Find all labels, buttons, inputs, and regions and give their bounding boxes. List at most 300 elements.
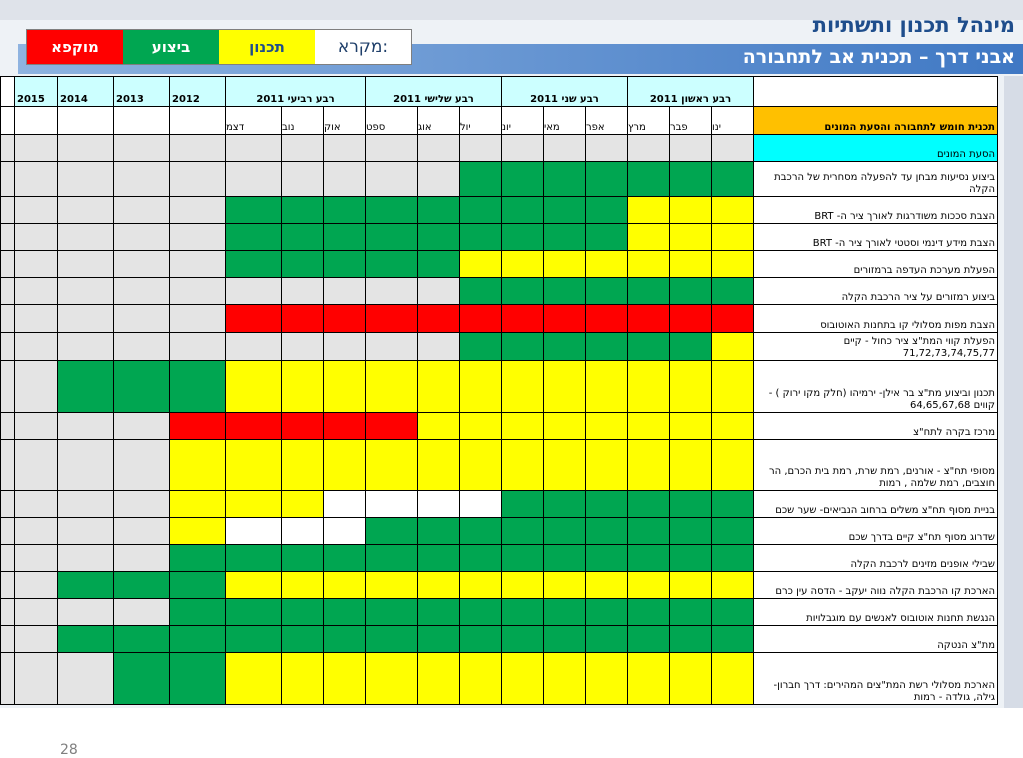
exec-cell bbox=[502, 162, 544, 197]
month-header: אפר bbox=[586, 107, 628, 135]
exec-cell bbox=[628, 545, 670, 572]
quarter-header: רבע שלישי 2011 bbox=[366, 77, 502, 107]
exec-cell bbox=[544, 333, 586, 361]
plan-cell bbox=[712, 361, 754, 413]
plan-cell bbox=[502, 413, 544, 440]
empty-cell bbox=[502, 135, 544, 162]
table-title: תכנית חומש לתחבורה והסעת המונים bbox=[754, 107, 998, 135]
row-name: הצבת סככות משודרגות לאורך ציר ה- BRT bbox=[754, 197, 998, 224]
empty-cell bbox=[1, 572, 15, 599]
empty-cell bbox=[170, 305, 226, 333]
exec-cell bbox=[712, 162, 754, 197]
blank-cell bbox=[114, 107, 170, 135]
plan-cell bbox=[226, 440, 282, 491]
white-cell bbox=[226, 518, 282, 545]
empty-cell bbox=[58, 599, 114, 626]
exec-cell bbox=[628, 599, 670, 626]
empty-cell bbox=[170, 333, 226, 361]
plan-cell bbox=[418, 653, 460, 705]
plan-cell bbox=[544, 251, 586, 278]
exec-cell bbox=[170, 361, 226, 413]
empty-cell bbox=[712, 135, 754, 162]
plan-cell bbox=[628, 572, 670, 599]
empty-cell bbox=[58, 251, 114, 278]
empty-cell bbox=[282, 333, 324, 361]
empty-cell bbox=[114, 599, 170, 626]
plan-cell bbox=[544, 361, 586, 413]
empty-cell bbox=[15, 361, 58, 413]
exec-cell bbox=[544, 545, 586, 572]
plan-cell bbox=[628, 653, 670, 705]
row-name: הפעלת מערכת העדפה ברמזורים bbox=[754, 251, 998, 278]
exec-cell bbox=[670, 162, 712, 197]
exec-cell bbox=[460, 224, 502, 251]
empty-cell bbox=[114, 545, 170, 572]
plan-cell bbox=[628, 224, 670, 251]
empty-cell bbox=[418, 278, 460, 305]
exec-cell bbox=[460, 162, 502, 197]
table-row bbox=[1, 224, 998, 251]
white-cell bbox=[282, 518, 324, 545]
plan-cell bbox=[502, 572, 544, 599]
plan-cell bbox=[418, 361, 460, 413]
empty-cell bbox=[58, 305, 114, 333]
table-row bbox=[1, 361, 998, 413]
exec-cell bbox=[502, 518, 544, 545]
freeze-cell bbox=[544, 305, 586, 333]
exec-cell bbox=[586, 491, 628, 518]
freeze-cell bbox=[324, 413, 366, 440]
exec-cell bbox=[670, 599, 712, 626]
plan-cell bbox=[586, 413, 628, 440]
exec-cell bbox=[324, 545, 366, 572]
white-cell bbox=[366, 491, 418, 518]
row-name: מרכז בקרה לתח"צ bbox=[754, 413, 998, 440]
exec-cell bbox=[628, 491, 670, 518]
empty-cell bbox=[15, 305, 58, 333]
exec-cell bbox=[586, 197, 628, 224]
empty-cell bbox=[586, 135, 628, 162]
exec-cell bbox=[712, 518, 754, 545]
plan-cell bbox=[170, 491, 226, 518]
month-header: אוג bbox=[418, 107, 460, 135]
empty-cell bbox=[15, 333, 58, 361]
row-name: הנגשת תחנות אוטובוס לאנשים עם מוגבלויות bbox=[754, 599, 998, 626]
row-name: שבילי אופנים מזינים לרכבת הקלה bbox=[754, 545, 998, 572]
legend-plan: תכנון bbox=[219, 30, 315, 64]
plan-cell bbox=[586, 653, 628, 705]
exec-cell bbox=[114, 572, 170, 599]
blank-cell bbox=[58, 107, 114, 135]
exec-cell bbox=[460, 599, 502, 626]
exec-cell bbox=[170, 626, 226, 653]
freeze-cell bbox=[670, 305, 712, 333]
exec-cell bbox=[418, 599, 460, 626]
freeze-cell bbox=[502, 305, 544, 333]
plan-cell bbox=[712, 251, 754, 278]
empty-cell bbox=[15, 491, 58, 518]
exec-cell bbox=[366, 224, 418, 251]
exec-cell bbox=[58, 572, 114, 599]
exec-cell bbox=[226, 599, 282, 626]
empty-cell bbox=[324, 333, 366, 361]
exec-cell bbox=[418, 224, 460, 251]
plan-cell bbox=[324, 440, 366, 491]
plan-cell bbox=[712, 224, 754, 251]
plan-cell bbox=[366, 653, 418, 705]
plan-cell bbox=[502, 361, 544, 413]
plan-cell bbox=[282, 440, 324, 491]
empty-cell bbox=[58, 491, 114, 518]
empty-cell bbox=[282, 278, 324, 305]
empty-cell bbox=[1, 361, 15, 413]
exec-cell bbox=[366, 545, 418, 572]
plan-cell bbox=[544, 653, 586, 705]
exec-cell bbox=[226, 224, 282, 251]
exec-cell bbox=[366, 518, 418, 545]
year-header: 2015 bbox=[15, 77, 58, 107]
exec-cell bbox=[226, 197, 282, 224]
exec-cell bbox=[418, 626, 460, 653]
empty-cell bbox=[15, 197, 58, 224]
exec-cell bbox=[544, 197, 586, 224]
empty-cell bbox=[366, 135, 418, 162]
empty-cell bbox=[58, 440, 114, 491]
empty-cell bbox=[15, 224, 58, 251]
empty-cell bbox=[366, 162, 418, 197]
white-cell bbox=[418, 491, 460, 518]
plan-cell bbox=[670, 224, 712, 251]
exec-cell bbox=[282, 197, 324, 224]
empty-cell bbox=[324, 135, 366, 162]
plan-cell bbox=[670, 653, 712, 705]
empty-cell bbox=[1, 224, 15, 251]
plan-cell bbox=[502, 653, 544, 705]
plan-cell bbox=[586, 361, 628, 413]
plan-cell bbox=[460, 653, 502, 705]
quarter-header: רבע ראשון 2011 bbox=[628, 77, 754, 107]
plan-cell bbox=[628, 361, 670, 413]
exec-cell bbox=[418, 197, 460, 224]
row-name: תכנון וביצוע מת"צ בר אילן- ירמיהו (חלק מקו ירוק ) - קווים 64,65,67,68 bbox=[754, 361, 998, 413]
year-header: 2014 bbox=[58, 77, 114, 107]
legend bbox=[26, 29, 412, 65]
exec-cell bbox=[670, 545, 712, 572]
plan-cell bbox=[324, 361, 366, 413]
empty-cell bbox=[1, 440, 15, 491]
empty-cell bbox=[15, 278, 58, 305]
month-header: פבר bbox=[670, 107, 712, 135]
month-header: מאי bbox=[544, 107, 586, 135]
plan-cell bbox=[502, 440, 544, 491]
empty-cell bbox=[1, 135, 15, 162]
exec-cell bbox=[628, 278, 670, 305]
empty-cell bbox=[58, 545, 114, 572]
exec-cell bbox=[544, 518, 586, 545]
exec-cell bbox=[114, 361, 170, 413]
plan-cell bbox=[366, 440, 418, 491]
exec-cell bbox=[460, 626, 502, 653]
empty-cell bbox=[366, 333, 418, 361]
legend-label: מקרא: bbox=[337, 37, 389, 57]
exec-cell bbox=[544, 278, 586, 305]
empty-cell bbox=[114, 135, 170, 162]
exec-cell bbox=[170, 653, 226, 705]
empty-cell bbox=[114, 333, 170, 361]
empty-cell bbox=[58, 413, 114, 440]
plan-cell bbox=[544, 413, 586, 440]
table-row bbox=[1, 572, 998, 599]
empty-cell bbox=[114, 440, 170, 491]
exec-cell bbox=[502, 224, 544, 251]
empty-cell bbox=[1, 599, 15, 626]
page-title: מינהל תכנון ותשתיות bbox=[812, 13, 1015, 37]
table-row bbox=[1, 305, 998, 333]
exec-cell bbox=[628, 333, 670, 361]
empty-cell bbox=[226, 135, 282, 162]
empty-cell bbox=[114, 518, 170, 545]
empty-cell bbox=[114, 413, 170, 440]
exec-cell bbox=[586, 599, 628, 626]
empty-cell bbox=[1, 491, 15, 518]
exec-cell bbox=[628, 626, 670, 653]
exec-cell bbox=[544, 491, 586, 518]
plan-cell bbox=[502, 251, 544, 278]
freeze-cell bbox=[586, 305, 628, 333]
exec-cell bbox=[586, 626, 628, 653]
empty-cell bbox=[58, 224, 114, 251]
freeze-cell bbox=[282, 413, 324, 440]
exec-cell bbox=[628, 162, 670, 197]
empty-cell bbox=[15, 545, 58, 572]
exec-cell bbox=[586, 333, 628, 361]
plan-cell bbox=[586, 251, 628, 278]
month-header: ספט bbox=[366, 107, 418, 135]
plan-cell bbox=[324, 572, 366, 599]
table-row bbox=[1, 440, 998, 491]
empty-cell bbox=[170, 278, 226, 305]
row-name: הארכת מסלולי רשת המת"צים המהירים: דרך חברון- גילה, גולדה - רמות bbox=[754, 653, 998, 705]
table-row bbox=[1, 626, 998, 653]
empty-cell bbox=[114, 197, 170, 224]
month-header: אוק bbox=[324, 107, 366, 135]
plan-cell bbox=[460, 572, 502, 599]
right-scroll-strip bbox=[1004, 76, 1023, 708]
plan-cell bbox=[282, 653, 324, 705]
table-row bbox=[1, 518, 998, 545]
row-name: ביצוע נסיעות מבחן עד להפעלה מסחרית של הרכבת הקלה bbox=[754, 162, 998, 197]
empty-cell bbox=[282, 135, 324, 162]
exec-cell bbox=[586, 224, 628, 251]
plan-cell bbox=[586, 440, 628, 491]
empty-cell bbox=[58, 197, 114, 224]
freeze-cell bbox=[628, 305, 670, 333]
empty-cell bbox=[418, 333, 460, 361]
plan-cell bbox=[282, 572, 324, 599]
exec-cell bbox=[586, 278, 628, 305]
table-row bbox=[1, 653, 998, 705]
table-row bbox=[1, 278, 998, 305]
plan-cell bbox=[712, 413, 754, 440]
plan-cell bbox=[670, 197, 712, 224]
empty-cell bbox=[170, 251, 226, 278]
row-name: מת"צ הנטקה bbox=[754, 626, 998, 653]
empty-cell bbox=[460, 135, 502, 162]
empty-cell bbox=[1, 545, 15, 572]
exec-cell bbox=[418, 545, 460, 572]
empty-cell bbox=[58, 518, 114, 545]
empty-cell bbox=[114, 162, 170, 197]
quarter-header: רבע שני 2011 bbox=[502, 77, 628, 107]
row-name: מסופי תח"צ - אורנים, רמת שרת, רמת בית הכרם, הר חוצבים, רמת שלמה , רמות bbox=[754, 440, 998, 491]
exec-cell bbox=[712, 599, 754, 626]
plan-cell bbox=[226, 572, 282, 599]
empty-cell bbox=[15, 599, 58, 626]
empty-cell bbox=[282, 162, 324, 197]
exec-cell bbox=[544, 162, 586, 197]
plan-cell bbox=[418, 413, 460, 440]
exec-cell bbox=[114, 653, 170, 705]
exec-cell bbox=[282, 545, 324, 572]
exec-cell bbox=[460, 518, 502, 545]
plan-cell bbox=[544, 572, 586, 599]
exec-cell bbox=[282, 251, 324, 278]
exec-cell bbox=[418, 251, 460, 278]
exec-cell bbox=[502, 491, 544, 518]
plan-cell bbox=[544, 440, 586, 491]
exec-cell bbox=[114, 626, 170, 653]
exec-cell bbox=[670, 491, 712, 518]
exec-cell bbox=[628, 518, 670, 545]
month-header: ינו bbox=[712, 107, 754, 135]
exec-cell bbox=[366, 197, 418, 224]
exec-cell bbox=[544, 224, 586, 251]
plan-cell bbox=[226, 491, 282, 518]
empty-cell bbox=[114, 224, 170, 251]
plan-cell bbox=[460, 413, 502, 440]
exec-cell bbox=[586, 518, 628, 545]
empty-cell bbox=[1, 518, 15, 545]
quarter-header: רבע רביעי 2011 bbox=[226, 77, 366, 107]
exec-cell bbox=[170, 572, 226, 599]
empty-cell bbox=[170, 135, 226, 162]
exec-cell bbox=[324, 251, 366, 278]
freeze-cell bbox=[460, 305, 502, 333]
freeze-cell bbox=[282, 305, 324, 333]
exec-cell bbox=[670, 278, 712, 305]
exec-cell bbox=[712, 545, 754, 572]
milestones-table-area bbox=[0, 76, 1004, 758]
blank-cell bbox=[170, 107, 226, 135]
empty-cell bbox=[418, 135, 460, 162]
plan-cell bbox=[712, 440, 754, 491]
white-cell bbox=[324, 491, 366, 518]
empty-cell bbox=[58, 278, 114, 305]
freeze-cell bbox=[226, 305, 282, 333]
freeze-cell bbox=[324, 305, 366, 333]
row-name: הצבת מידע דינמי וסטטי לאורך ציר ה- BRT bbox=[754, 224, 998, 251]
exec-cell bbox=[58, 361, 114, 413]
empty-cell bbox=[170, 224, 226, 251]
exec-cell bbox=[502, 278, 544, 305]
milestones-table bbox=[0, 76, 998, 705]
table-row bbox=[1, 251, 998, 278]
exec-cell bbox=[324, 626, 366, 653]
exec-cell bbox=[58, 626, 114, 653]
empty-cell bbox=[170, 162, 226, 197]
exec-cell bbox=[502, 626, 544, 653]
plan-cell bbox=[282, 361, 324, 413]
empty-cell bbox=[1, 413, 15, 440]
empty-cell bbox=[58, 653, 114, 705]
empty-cell bbox=[15, 626, 58, 653]
row-name: בניית מסוף תח"צ משלים ברחוב הנביאים- שער שכם bbox=[754, 491, 998, 518]
plan-cell bbox=[226, 361, 282, 413]
exec-cell bbox=[544, 626, 586, 653]
month-header: יול bbox=[460, 107, 502, 135]
plan-cell bbox=[418, 572, 460, 599]
blank-cell bbox=[754, 77, 998, 107]
plan-cell bbox=[170, 518, 226, 545]
empty-cell bbox=[628, 135, 670, 162]
exec-cell bbox=[502, 545, 544, 572]
exec-cell bbox=[366, 626, 418, 653]
white-cell bbox=[460, 491, 502, 518]
empty-cell bbox=[1, 333, 15, 361]
exec-cell bbox=[586, 162, 628, 197]
exec-cell bbox=[712, 626, 754, 653]
row-name: הצבת מפות מסלולי קו בתחנות האוטובוס bbox=[754, 305, 998, 333]
legend-freeze: מוקפא bbox=[27, 30, 123, 64]
exec-cell bbox=[226, 626, 282, 653]
freeze-cell bbox=[170, 413, 226, 440]
freeze-cell bbox=[418, 305, 460, 333]
freeze-cell bbox=[226, 413, 282, 440]
exec-cell bbox=[324, 197, 366, 224]
table-row bbox=[1, 162, 998, 197]
row-name: הפעלת קווי המת"צ ציר כחול - קיים 71,72,73,74,75,77 bbox=[754, 333, 998, 361]
month-header: יונ bbox=[502, 107, 544, 135]
blank-cell bbox=[1, 77, 15, 107]
exec-cell bbox=[502, 333, 544, 361]
empty-cell bbox=[15, 251, 58, 278]
exec-cell bbox=[502, 599, 544, 626]
page-subtitle: אבני דרך – תכנית אב לתחבורה bbox=[742, 46, 1015, 68]
plan-cell bbox=[586, 572, 628, 599]
exec-cell bbox=[226, 545, 282, 572]
plan-cell bbox=[460, 361, 502, 413]
empty-cell bbox=[58, 135, 114, 162]
empty-cell bbox=[226, 333, 282, 361]
empty-cell bbox=[114, 491, 170, 518]
section-label: הסעת המונים bbox=[754, 135, 998, 162]
empty-cell bbox=[15, 440, 58, 491]
plan-cell bbox=[628, 197, 670, 224]
plan-cell bbox=[282, 491, 324, 518]
legend-exec: ביצוע bbox=[123, 30, 219, 64]
white-cell bbox=[324, 518, 366, 545]
empty-cell bbox=[1, 626, 15, 653]
exec-cell bbox=[712, 491, 754, 518]
plan-cell bbox=[460, 251, 502, 278]
plan-cell bbox=[712, 572, 754, 599]
empty-cell bbox=[114, 278, 170, 305]
row-name: שדרוג מסוף תח"צ קיים בדרך שכם bbox=[754, 518, 998, 545]
empty-cell bbox=[114, 305, 170, 333]
plan-cell bbox=[670, 361, 712, 413]
exec-cell bbox=[418, 518, 460, 545]
empty-cell bbox=[1, 278, 15, 305]
